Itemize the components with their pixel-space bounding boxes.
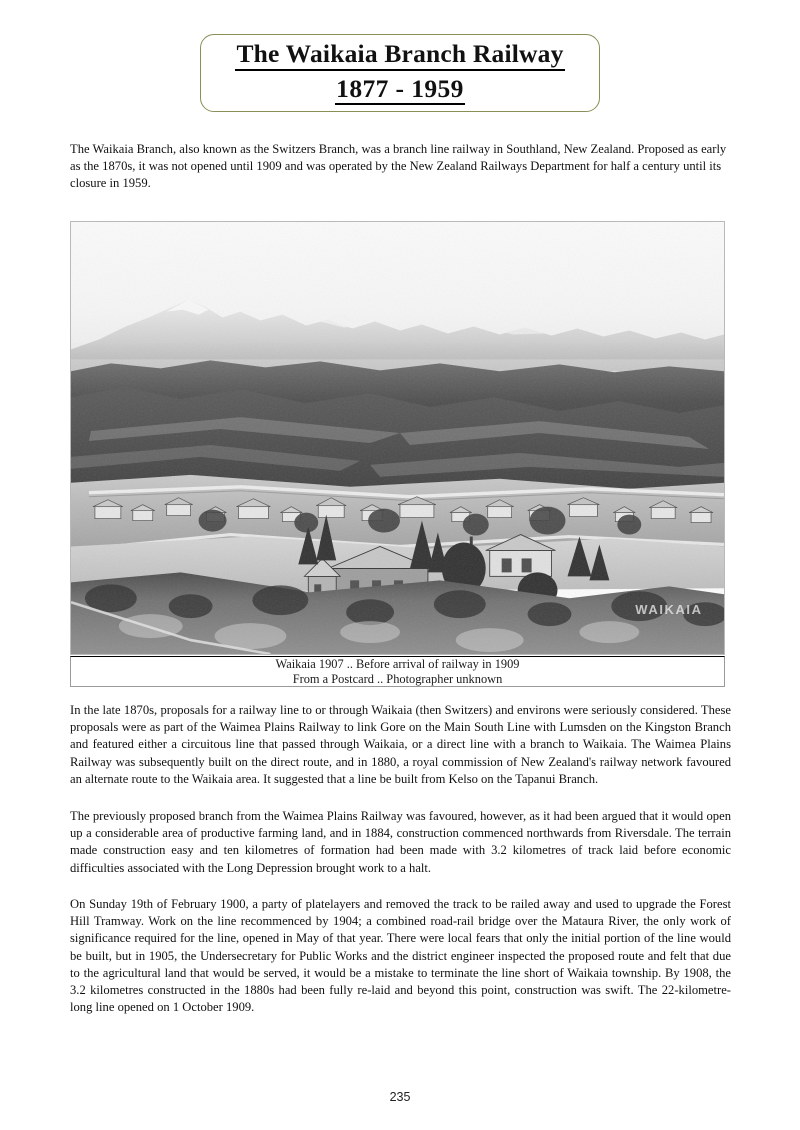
page-title-dates: 1877 - 1959: [335, 76, 465, 106]
body-paragraph-3: On Sunday 19th of February 1900, a party of platelayers and removed the track to be railed away and used to upgrade the Forest Hill Tramway. Work on the line recommenced by 1904; a combined road-rail bridge over the Mataura River, the only work of significance required for the line, opened in May of that year. There were local fears that only the initial portion of the line would be built, but in 1905, the Undersecretary for Public Works and the district engineer inspected the proposed route and felt that due to the agricultural land that would be served, it would be a mistake to terminate the line short of Waikaia township. By 1908, the 3.2 kilometres constructed in the 1880s had been fully re-laid and beyond this point, construction was swift. The 22-kilometre-long line opened on 1 October 1909.: [70, 897, 731, 1015]
intro-paragraph: The Waikaia Branch, also known as the Switzers Branch, was a branch line railway in Southland, New Zealand. Proposed as early as the 1870s, it was not opened until 1909 and was operated by the New Zealand Railways Department for half a century until its closure in 1959.: [70, 142, 727, 191]
page-title-box: [200, 34, 600, 112]
body-paragraph-2: The previously proposed branch from the Waimea Plains Railway was favoured, however, as it had been argued that it would open up a considerable area of productive farming land, and in 1884, construction commenced northwards from Riversdale. The terrain made construction easy and ten kilometres of formation had been made with 3.2 kilometres of track laid before economic difficulties associated with the Long Depression brought work to a halt.: [70, 809, 731, 875]
page-number: 235: [389, 1090, 411, 1104]
photo-watermark: WAIKAIA: [635, 602, 703, 618]
photo-illustration: [71, 222, 724, 654]
caption-line-1: Waikaia 1907 .. Before arrival of railway in 1909: [275, 656, 520, 671]
caption-line-2: From a Postcard .. Photographer unknown: [292, 671, 503, 686]
historic-photo: [70, 221, 725, 655]
photo-caption-box: [70, 656, 725, 687]
page-title-primary: The Waikaia Branch Railway: [235, 41, 564, 71]
body-paragraph-1: In the late 1870s, proposals for a railway line to or through Waikaia (then Switzers) and environs were seriously considered. These proposals were as part of the Waimea Plains Railway to link Gore on the Main South Line with Lumsden on the Kingston Branch and featured either a circuitous line that passed through Waikaia, or a direct line with a branch to Waikaia. The Waimea Plains Railway was subsequently built on the direct route, and in 1880, a royal commission of New Zealand's railway network favoured an alternate route to the Waikaia area. It suggested that a line be built from Kelso on the Tapanui Branch.: [70, 703, 731, 786]
